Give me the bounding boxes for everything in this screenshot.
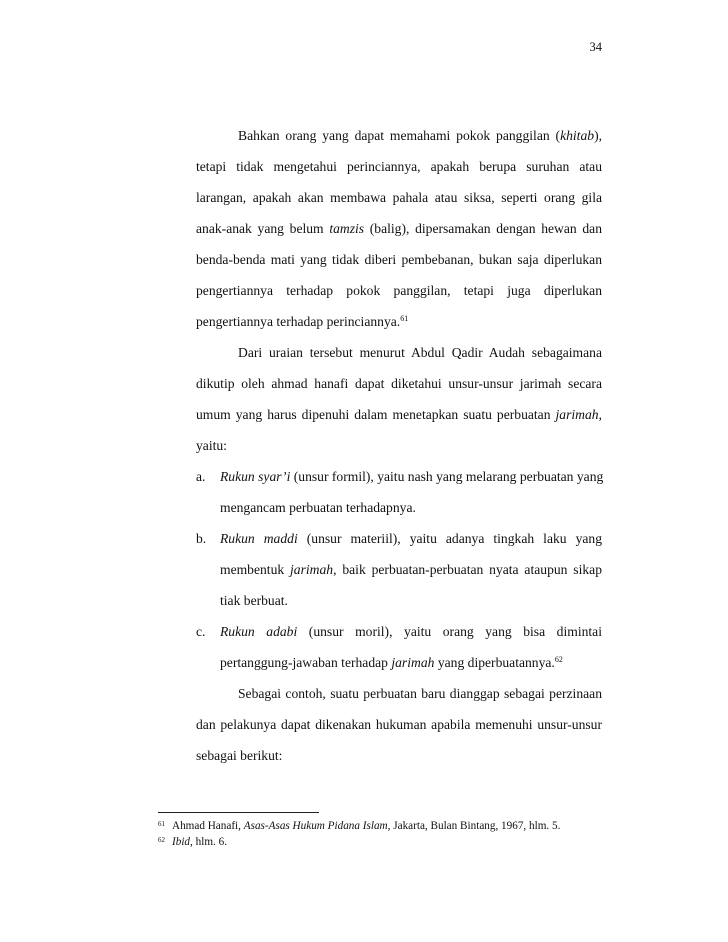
list-marker: a. — [196, 469, 206, 484]
list-item-c: c. Rukun adabi (unsur moril), yaitu orang yang bisa dimintai — [196, 616, 602, 647]
paragraph-1-line-7: pengertiannya terhadap perinciannya.$^{61}$ — [196, 314, 409, 329]
paragraph-2-line-2: dikutip oleh ahmad hanafi dapat diketahui unsur-unsur jarimah secara — [196, 376, 602, 391]
paragraph-1-line-2: tetapi tidak mengetahui perinciannya, apakah berupa suruhan atau — [196, 159, 602, 174]
list-item-b-line-3: tiak berbuat. — [220, 593, 288, 608]
list-item-a-line-2: mengancam perbuatan terhadapnya. — [220, 500, 416, 515]
page-number: 34 — [589, 40, 602, 54]
paragraph-3-line-3: sebagai berikut: — [196, 748, 283, 763]
footnote-61: $^{61}$ Ahmad Hanafi, Asas-Asas Hukum Pidana Islam, Jakarta, Bulan Bintang, 1967, hlm. 5. — [158, 819, 561, 832]
list-item-c-line-2: pertanggung-jawaban terhadap jarimah yang diperbuatannya.$^{62}$ — [220, 655, 563, 670]
paragraph-2-line-1: Dari uraian tersebut menurut Abdul Qadir Audah sebagaimana — [238, 345, 602, 360]
list-marker: c. — [196, 624, 206, 639]
footnote-ref-62[interactable]: 62 — [554, 655, 563, 665]
paragraph-1-line-1: Bahkan orang yang dapat memahami pokok panggilan (khitab), — [238, 128, 602, 143]
list-marker: b. — [196, 531, 207, 546]
paragraph-3-line-1: Sebagai contoh, suatu perbuatan baru dianggap sebagai perzinaan — [238, 686, 602, 701]
footnotes — [158, 818, 560, 850]
paragraph-2-line-3: umum yang harus dipenuhi dalam menetapkan suatu perbuatan jarimah, — [196, 407, 602, 422]
paragraph-3-line-2: dan pelakunya dapat dikenakan hukuman apabila memenuhi unsur-unsur — [196, 717, 602, 732]
footnote-ref-61[interactable]: 61 — [400, 314, 409, 324]
footnote-divider — [158, 812, 319, 813]
paragraph-1-line-5: benda-benda mati yang tidak diberi pembebanan, bukan saja diperlukan — [196, 252, 602, 267]
paragraph-1-line-3: larangan, apakah akan membawa pahala atau siksa, seperti orang gila — [196, 190, 602, 205]
paragraph-1-line-6: pengertiannya terhadap pokok panggilan, tetapi juga diperlukan — [196, 283, 602, 298]
footnote-62: $^{62}$ Ibid, hlm. 6. — [158, 835, 228, 848]
page-body — [196, 120, 602, 771]
list-item-b-line-2: membentuk jarimah, baik perbuatan-perbuatan nyata ataupun sikap — [220, 562, 603, 577]
paragraph-2-line-4: yaitu: — [196, 438, 227, 453]
paragraph-1-line-4: anak-anak yang belum tamzis (balig), dipersamakan dengan hewan dan — [196, 221, 602, 236]
list-item-a: a. Rukun syar’i (unsur formil), yaitu nash yang melarang perbuatan yang — [196, 461, 602, 492]
list-item-b: b. Rukun maddi (unsur materiil), yaitu adanya tingkah laku yang — [196, 523, 602, 554]
